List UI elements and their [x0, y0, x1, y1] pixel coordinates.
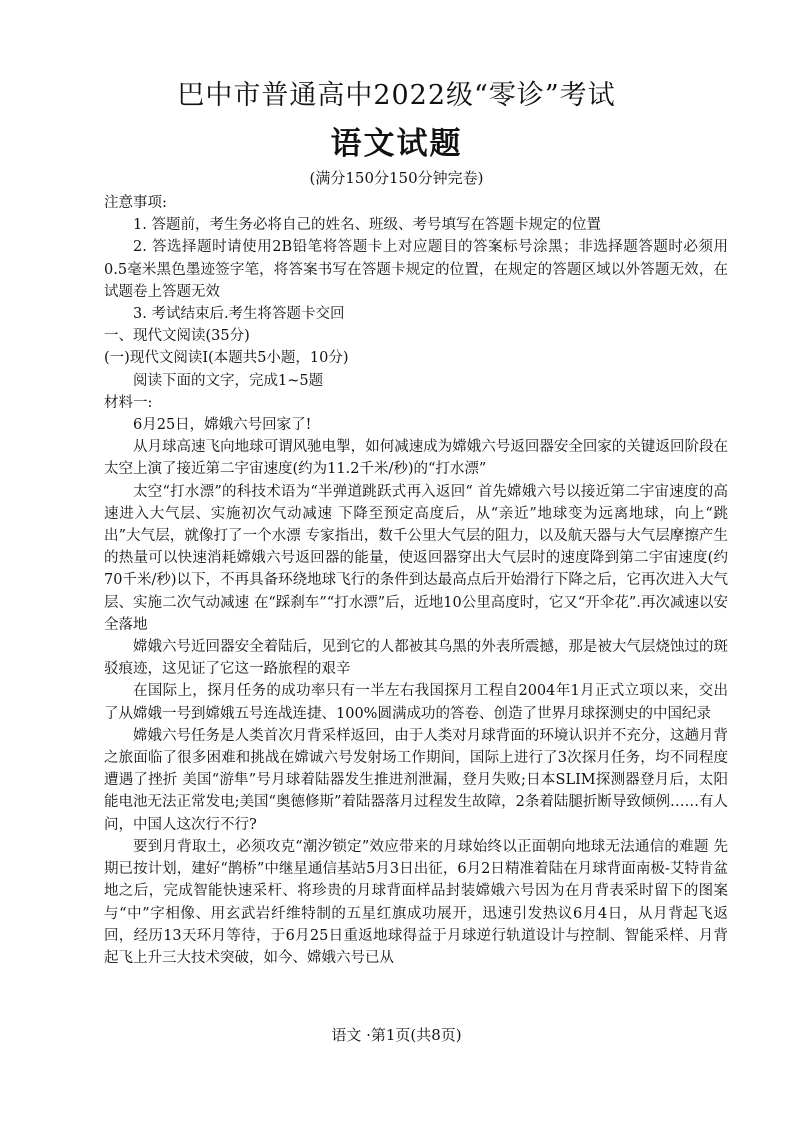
notice-item-1: 1. 答题前，考生务必将自己的姓名、班级、考号填写在答题卡规定的位置: [133, 217, 601, 234]
paragraph-3: 太空“打水漂”的科技术语为“半弹道跳跃式再入返回“ 首先嫦娥六号以接近第二宇宙速度的高速进入大气层、实施初次气动减速 下降至预定高度后，从“亲近”地球变为远离地球，向上“跳出”大气层，就像打了一个水漂 专家指出，数千公里大气层的阻力，以及航天器与大气层摩擦产生的热量可以快速消耗嫦娥六号返回器的能量，使返回器穿出大气层时的速度降到第二宇宙速度(约70千米/秒)以下，不再具备环绕地球飞行的条件到达最高点后开始滑行下降之后，它再次进入大气层、实施二次气动减速 在“踩刹车”“打水漂”后，近地10公里高度时，它又“开伞花”.再次减速以安全落地: [104, 483, 728, 633]
notice-heading: 注意事项:: [104, 195, 167, 211]
material-label: 材料一:: [104, 394, 153, 411]
exam-body: [104, 192, 728, 969]
score-note: (满分150分150分钟完卷): [309, 169, 484, 187]
notice-item-3: 3. 考试结束后.考生将答题卡交回: [133, 306, 345, 323]
paragraph-5: 在国际上，探月任务的成功率只有一半左右我国探月工程自2004年1月正式立项以来，交出了从嫦娥一号到嫦娥五号连战连捷、100%圆满成功的答卷、创造了世界月球探测史的中国纪录: [104, 683, 728, 722]
notice-item-2: 2. 答选择题时请使用2B铅笔将答题卡上对应题目的答案标号涂黑；非选择题答题时必须用0.5毫米黑色墨迹签字笔，将答案书写在答题卡规定的位置，在规定的答题区域以外答题无效，在试题卷上答题无效: [104, 239, 728, 300]
paragraph-2: 从月球高速飞向地球可谓风驰电掣，如何减速成为嫦娥六号返回器安全回家的关键返回阶段在太空上演了接近第二宇宙速度(约为11.2千米/秒)的“打水漂”: [104, 439, 728, 478]
paragraph-6: 嫦娥六号任务是人类首次月背采样返回，由于人类对月球背面的环境认识并不充分，这趟月背之旅面临了很多困难和挑战在嫦诚六号发射场工作期间，国际上进行了3次探月任务，均不同程度遭遇了挫折 美国“游隼”号月球着陆器发生推进剂泄漏，登月失败;日本SLIM探测器登月后，太阳能电池无法正常发电;美国“奥德修斯”着陆器落月过程发生故障，2条着陆腿折断导致倾例……有人问，中国人这次行不行?: [104, 727, 728, 833]
paragraph-4: 嫦娥六号近回器安全着陆后，见到它的人都被其乌黑的外表所震撼，那是被大气层烧蚀过的斑驳痕迹，这见证了它这一路旅程的艰辛: [104, 639, 728, 678]
reading-instruction: 阅读下面的文字，完成1~5题: [133, 372, 324, 389]
paragraph-1: 6月25日，嫦娥六号回家了!: [133, 417, 312, 434]
section-heading: 一、现代文阅读(35分): [104, 328, 250, 345]
paragraph-7: 要到月背取土，必须攻克“潮汐锁定”效应带来的月球始终以正面朝向地球无法通信的难题 先期已按计划，建好“鹊桥”中继星通信基站5月3日出征，6月2日精准着陆在月球背面南极-艾特肯盆地之后，完成智能快速采杆、将珍贵的月球背面样品封装嫦娥六号因为在月背表采时留下的图案与“中”字相像、用玄武岩纤维特制的五星红旗成功展开，迅速引发热议6月4日，从月背起飞返回，经历13天环月等待，于6月25日重返地球得益于月球逆行轨道设计与控制、智能采样、月背起飞上升三大技术突破，如今、嫦娥六号已从: [104, 838, 728, 966]
exam-subject: 语文试题: [330, 126, 463, 162]
page-footer: 语文 ·第1页(共8页): [331, 1026, 462, 1044]
subsection-heading: (一)现代文阅读Ⅰ(本题共5小题，10分): [104, 350, 349, 367]
exam-title: 巴中市普通高中2022级“零诊”考试: [177, 80, 616, 111]
